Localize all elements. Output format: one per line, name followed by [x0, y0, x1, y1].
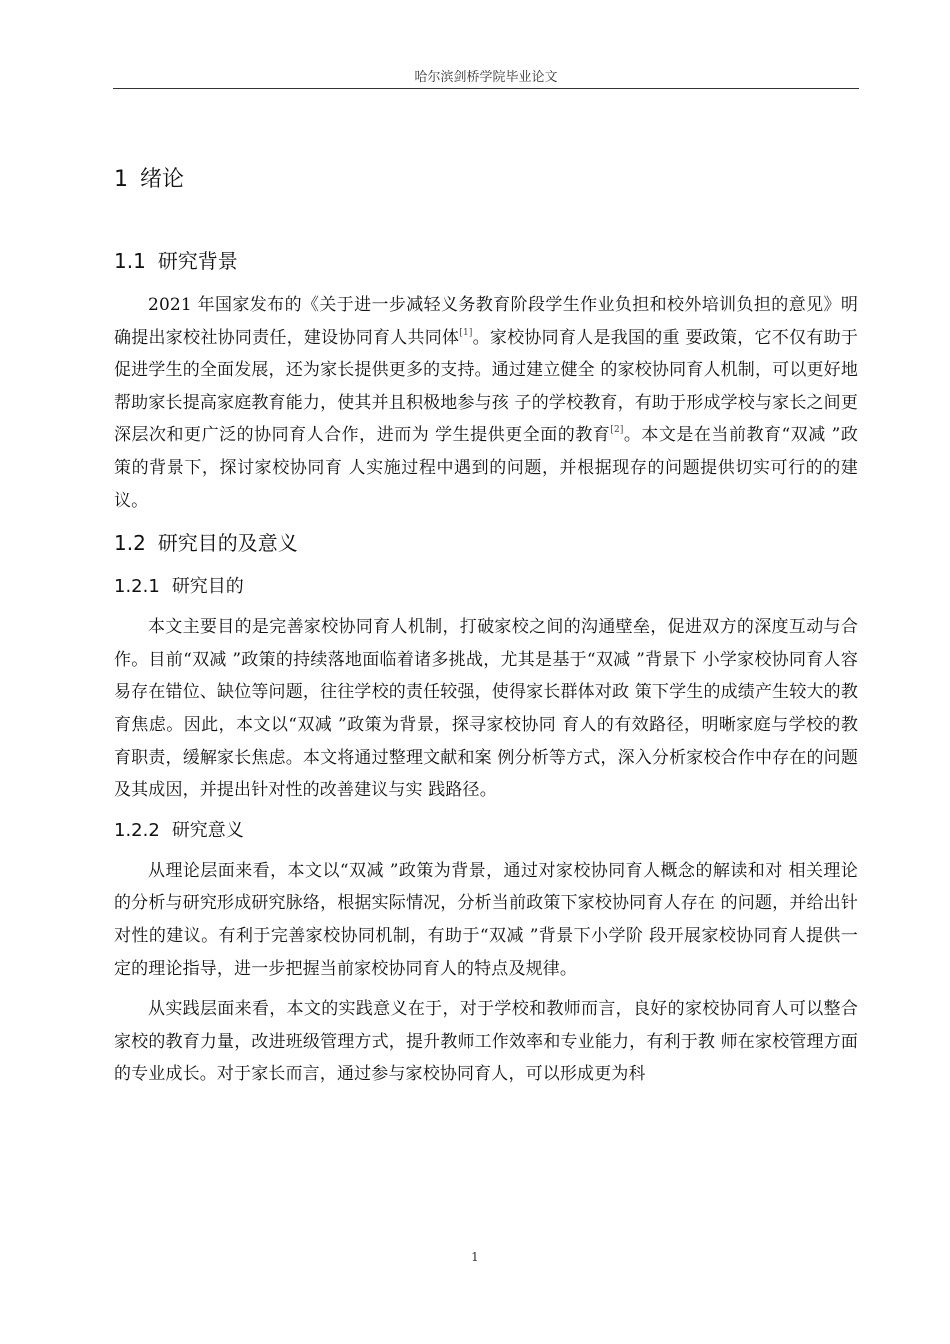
citation-ref[interactable]: [2] — [610, 425, 624, 436]
page-body — [114, 160, 858, 1099]
significance-paragraph-theory: 从理论层面来看，本文以“双减 ”政策为背景，通过对家校协同育人概念的解读和对 相关理论的分析与研究形成研究脉络，根据实际情况，分析当前政策下家校协同育人存在 的问题，并给出针对性的建议。有利于完善家校协同机制，有助于“双减 ”背景下小学阶 段开展家校协同育人提供一定的理论指导，进一步把握当前家校协同育人的特点及规律。 — [114, 860, 858, 979]
subsection-title: 研究意义 — [171, 819, 244, 841]
paragraph-text: 2021 年国家发布的《关于进一步减轻义务教育阶段学生作业负担和校外培训负担的意见》明确提出家校社协同责任，建设协同育人共同体 — [114, 295, 858, 348]
subsection-heading-significance — [114, 815, 858, 847]
purpose-paragraph: 本文主要目的是完善家校协同育人机制，打破家校之间的沟通壁垒，促进双方的深度互动与合作。目前“双减 ”政策的持续落地面临着诸多挑战，尤其是基于“双减 ”背景下 小学家校协同育人容易存在错位、缺位等问题，往往学校的责任较强，使得家长群体对政 策下学生的成绩产生较大的教育焦虑。因此，本文以“双减 ”政策为背景，探寻家校协同 育人的有效路径，明晰家庭与学校的教育职责，缓解家长焦虑。本文将通过整理文献和案 例分析等方式，深入分析家校合作中存在的问题及其成因，并提出针对性的改善建议与实 践路径。 — [114, 617, 858, 801]
subsection-number: 1.2.1 — [114, 576, 160, 598]
running-header: 哈尔滨剑桥学院毕业论文 — [414, 70, 558, 85]
chapter-title: 绪论 — [140, 167, 185, 192]
subsection-title: 研究目的 — [171, 576, 244, 598]
section-title: 研究目的及意义 — [157, 531, 298, 556]
chapter-heading — [114, 160, 858, 200]
background-paragraph — [114, 289, 858, 517]
section-heading-background — [114, 243, 858, 279]
subsection-number: 1.2.2 — [114, 819, 160, 841]
section-title: 研究背景 — [157, 249, 238, 273]
section-number: 1.1 — [114, 249, 146, 273]
citation-ref[interactable]: [1] — [459, 327, 473, 338]
section-heading-purpose-significance — [114, 525, 858, 561]
section-number: 1.2 — [114, 531, 146, 556]
chapter-number: 1 — [114, 167, 128, 192]
significance-paragraph-practice: 从实践层面来看，本文的实践意义在于，对于学校和教师而言，良好的家校协同育人可以整合家校的教育力量，改进班级管理方式，提升教师工作效率和专业能力，有利于教 师在家校管理方面的专业成长。对于家长而言，通过参与家校协同育人，可以形成更为科 — [114, 999, 858, 1085]
header-rule — [113, 88, 859, 89]
subsection-heading-purpose — [114, 571, 858, 603]
paragraph-text: 。家校协同育人是我国的重 要政策，它不仅有助于促进学生的全面发展，还为家长提供更多的支持。通过建立健全 的家校协同育人机制，可以更好地帮助家长提高家庭教育能力，使其并且积极地参与孩 子的学校教育，有助于形成学校与家长之间更深层次和更广泛的协同育人合作，进而为 学生提供更全面的教育 — [114, 327, 858, 446]
paragraph-text: 。本文是在当前教育“双减 ”政策的背景下，探讨家校协同育 人实施过程中遇到的问题，并根据现存的问题提供切实可行的的建议。 — [114, 425, 858, 511]
page-number: 1 — [471, 1250, 479, 1264]
